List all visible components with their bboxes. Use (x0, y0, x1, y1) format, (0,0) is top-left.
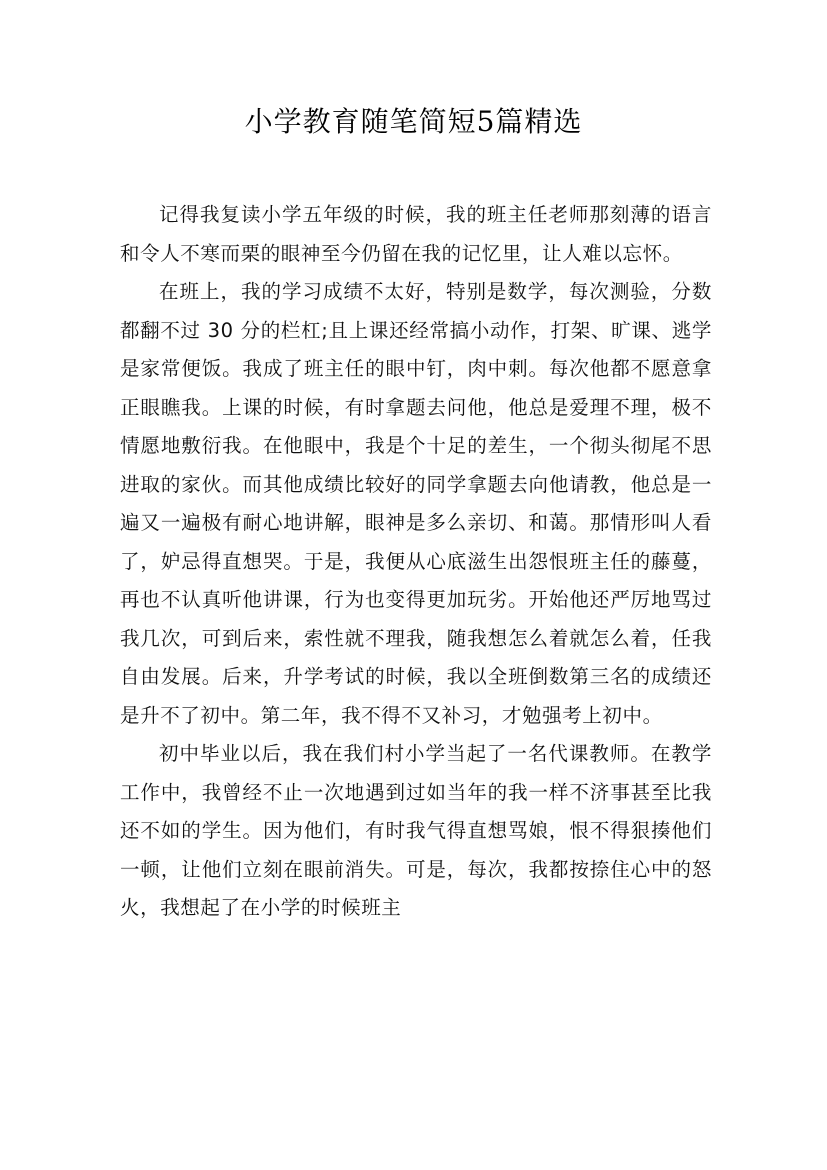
paragraph-1: 记得我复读小学五年级的时候，我的班主任老师那刻薄的语言和令人不寒而栗的眼神至今仍留在我的记忆里，让人难以忘怀。 (120, 203, 712, 265)
paragraph-2: 在班上，我的学习成绩不太好，特别是数学，每次测验，分数都翻不过 30 分的栏杠;且上课还经常搞小动作，打架、旷课、逃学是家常便饭。我成了班主任的眼中钉，肉中刺。每次他都不愿意拿正眼瞧我。上课的时候，有时拿题去问他，他总是爱理不理，极不情愿地敷衍我。在他眼中，我是个十足的差生，一个彻头彻尾不思进取的家伙。而其他成绩比较好的同学拿题去向他请教，他总是一遍又一遍极有耐心地讲解，眼神是多么亲切、和蔼。那情形叫人看了，妒忌得直想哭。于是，我便从心底滋生出怨恨班主任的藤蔓，再也不认真听他讲课，行为也变得更加玩劣。开始他还严厉地骂过我几次，可到后来，索性就不理我，随我想怎么着就怎么着，任我自由发展。后来，升学考试的时候，我以全班倒数第三名的成绩还是升不了初中。第二年，我不得不又补习，才勉强考上初中。 (120, 280, 712, 727)
document-title: 小学教育随笔简短5篇精选 (244, 105, 583, 138)
document-body (120, 196, 712, 928)
paragraph-3: 初中毕业以后，我在我们村小学当起了一名代课教师。在教学工作中，我曾经不止一次地遇到过如当年的我一样不济事甚至比我还不如的学生。因为他们，有时我气得直想骂娘，恨不得狠揍他们一顿，让他们立刻在眼前消失。可是，每次，我都按捺住心中的怒火，我想起了在小学的时候班主 (120, 742, 712, 919)
